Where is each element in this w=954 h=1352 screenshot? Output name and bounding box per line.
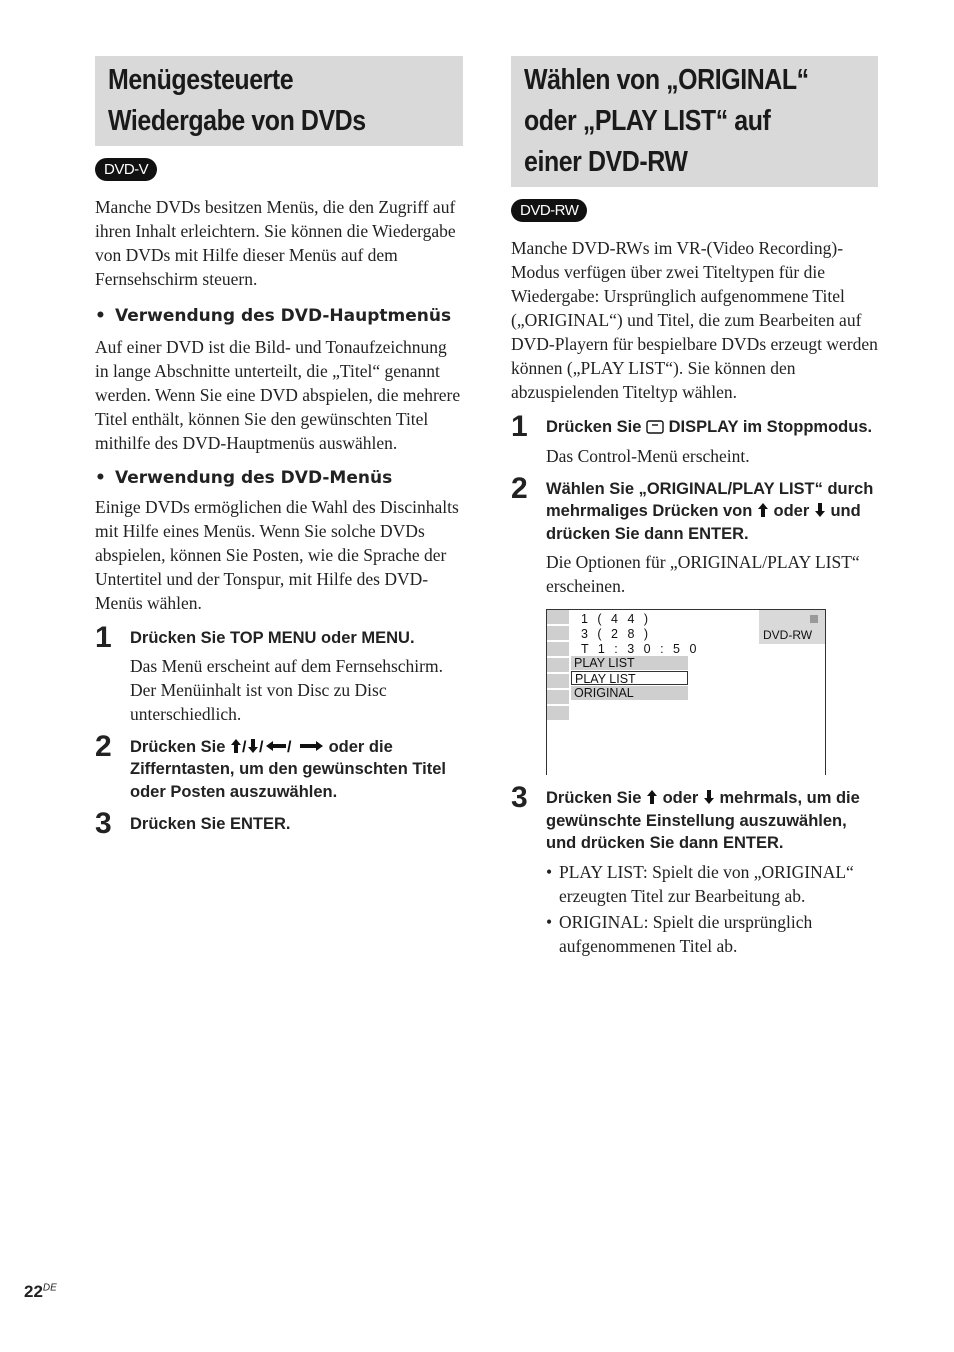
section-heading-original-playlist	[511, 56, 878, 187]
disc-type-indicator: DVD-RW	[759, 610, 825, 644]
menu-icons-column	[547, 610, 569, 722]
heading-line: Wählen von „ORIGINAL“	[524, 64, 809, 96]
chapter-number: 3 ( 2 8 )	[581, 627, 652, 641]
svg-text:/: /	[241, 738, 247, 754]
time-readout: T 1 : 3 0 : 5 0	[581, 642, 700, 656]
step-title: Drücken Sie ENTER.	[130, 815, 291, 833]
left-column	[95, 56, 463, 840]
current-setting: PLAY LIST	[571, 656, 688, 670]
intro-paragraph: Manche DVD-RWs im VR-(Video Recording)-Modus verfügen über zwei Titeltypen für die Wiedergabe: Ursprünglich aufgenommene Titel („ORIGINAL“) und Titel, die zum Bearbeiten auf DVD-Playern für bespielbare DVDs erzeugt werden können („PLAY LIST“). Sie können den abzuspielenden Titeltyp wählen.	[511, 238, 878, 402]
step-title: Drücken Sie DISPLAY im Stoppmodus.	[546, 418, 873, 436]
step-text: Das Menü erscheint auf dem Fernsehschirm. Der Menüinhalt ist von Disc zu Disc unterschiedlich.	[130, 655, 443, 724]
subheading-dvd-menu: • Verwendung des DVD-Menüs	[95, 468, 393, 488]
intro-paragraph: Manche DVDs besitzen Menüs, die den Zugriff auf ihren Inhalt erleichtern. Sie können die Wiedergabe von DVDs mit Hilfe dieser Menüs auf dem Fernsehschirm steuern.	[95, 197, 456, 289]
bullet-original: • ORIGINAL: Spielt die ursprünglich aufgenommenen Titel ab.	[546, 911, 813, 956]
option-play-list[interactable]: PLAY LIST	[571, 671, 688, 685]
up-arrow-icon	[757, 502, 769, 520]
step-2: 2 Drücken Sie / / / oder die Zifferntasten, um den gewünschten Titel oder Posten auszuwählen.	[95, 736, 463, 804]
step-title: Drücken Sie / / / oder die Zifferntasten, um den gewünschten Titel oder Posten auszuwählen.	[130, 737, 446, 801]
heading-line: einer DVD-RW	[524, 146, 688, 178]
down-arrow-icon	[703, 789, 715, 807]
bullet-play-list: • PLAY LIST: Spielt die von „ORIGINAL“ erzeugten Titel zur Bearbeitung ab.	[546, 861, 854, 906]
step-title: Drücken Sie TOP MENU oder MENU.	[130, 629, 415, 647]
heading-line: oder „PLAY LIST“ auf	[524, 105, 771, 137]
title-number: 1 ( 4 4 )	[581, 612, 652, 626]
page-number: 22DE	[24, 1282, 57, 1301]
dvd-v-badge: DVD-V	[95, 158, 157, 181]
step-title: Drücken Sie oder mehrmals, um die gewünschte Einstellung auszuwählen, und drücken Sie dann ENTER.	[546, 789, 860, 852]
display-button-icon	[646, 418, 669, 436]
section-heading-menu-playback	[95, 56, 463, 146]
heading-line: Wiedergabe von DVDs	[108, 105, 366, 137]
option-original[interactable]: ORIGINAL	[571, 686, 688, 700]
step-title: Wählen Sie „ORIGINAL/PLAY LIST“ durch mehrmaliges Drücken von oder und drücken Sie dann ENTER.	[546, 479, 874, 543]
control-menu-screen	[546, 609, 826, 775]
step-text: Die Optionen für „ORIGINAL/PLAY LIST“ erscheinen.	[546, 552, 860, 596]
step-2: 2 Wählen Sie „ORIGINAL/PLAY LIST“ durch mehrmaliges Drücken von oder und drücken Sie dann ENTER. Die Optionen für „ORIGINAL/PLAY LIST“ erscheinen. 1 ( 4 4 ) 3 ( 2 8 ) T 1 : 3 0 : 5 0 PLAY LIST PLAY LIST ORIGINAL DVD-RW	[511, 478, 878, 776]
svg-text:/: /	[286, 738, 292, 754]
subheading-main-menu: • Verwendung des DVD-Hauptmenüs	[95, 306, 452, 326]
dvd-rw-badge: DVD-RW	[511, 199, 587, 222]
right-column	[511, 56, 878, 958]
up-arrow-icon	[646, 789, 658, 807]
heading-line: Menügesteuerte	[108, 64, 294, 96]
main-menu-paragraph: Auf einer DVD ist die Bild- und Tonaufzeichnung in lange Abschnitte unterteilt, die „Titel“ genannt werden. Wenn Sie eine DVD abspielen, die mehrere Titel enthält, können Sie den gewünschten Titel mithilfe des DVD-Hauptmenüs auswählen.	[95, 337, 461, 453]
step-1: 1 Drücken Sie TOP MENU oder MENU. Das Menü erscheint auf dem Fernsehschirm. Der Menüinhalt ist von Disc zu Disc unterschiedlich.	[95, 627, 463, 726]
step-3: 3 Drücken Sie oder mehrmals, um die gewünschte Einstellung auszuwählen, und drücken Sie dann ENTER. • PLAY LIST: Spielt die von „ORIGINAL“ erzeugten Titel zur Bearbeitung ab. • ORIGINAL: Spielt die ursprünglich aufgenommenen Titel ab.	[511, 787, 878, 958]
down-arrow-icon	[814, 502, 826, 520]
step-text: Das Control-Menü erscheint.	[546, 445, 750, 466]
dvd-menu-paragraph: Einige DVDs ermöglichen die Wahl des Discinhalts mit Hilfe eines Menüs. Wenn Sie solche DVDs abspielen, können Sie Posten, wie die Sprache der Untertitel und der Tonspur, mit Hilfe des DVD-Menüs wählen.	[95, 497, 459, 613]
arrow-keys-icon	[230, 738, 329, 756]
step-1: 1 Drücken Sie DISPLAY im Stoppmodus. Das Control-Menü erscheint.	[511, 416, 878, 468]
svg-text:/: /	[258, 738, 264, 754]
step-3: 3 Drücken Sie ENTER.	[95, 813, 463, 836]
